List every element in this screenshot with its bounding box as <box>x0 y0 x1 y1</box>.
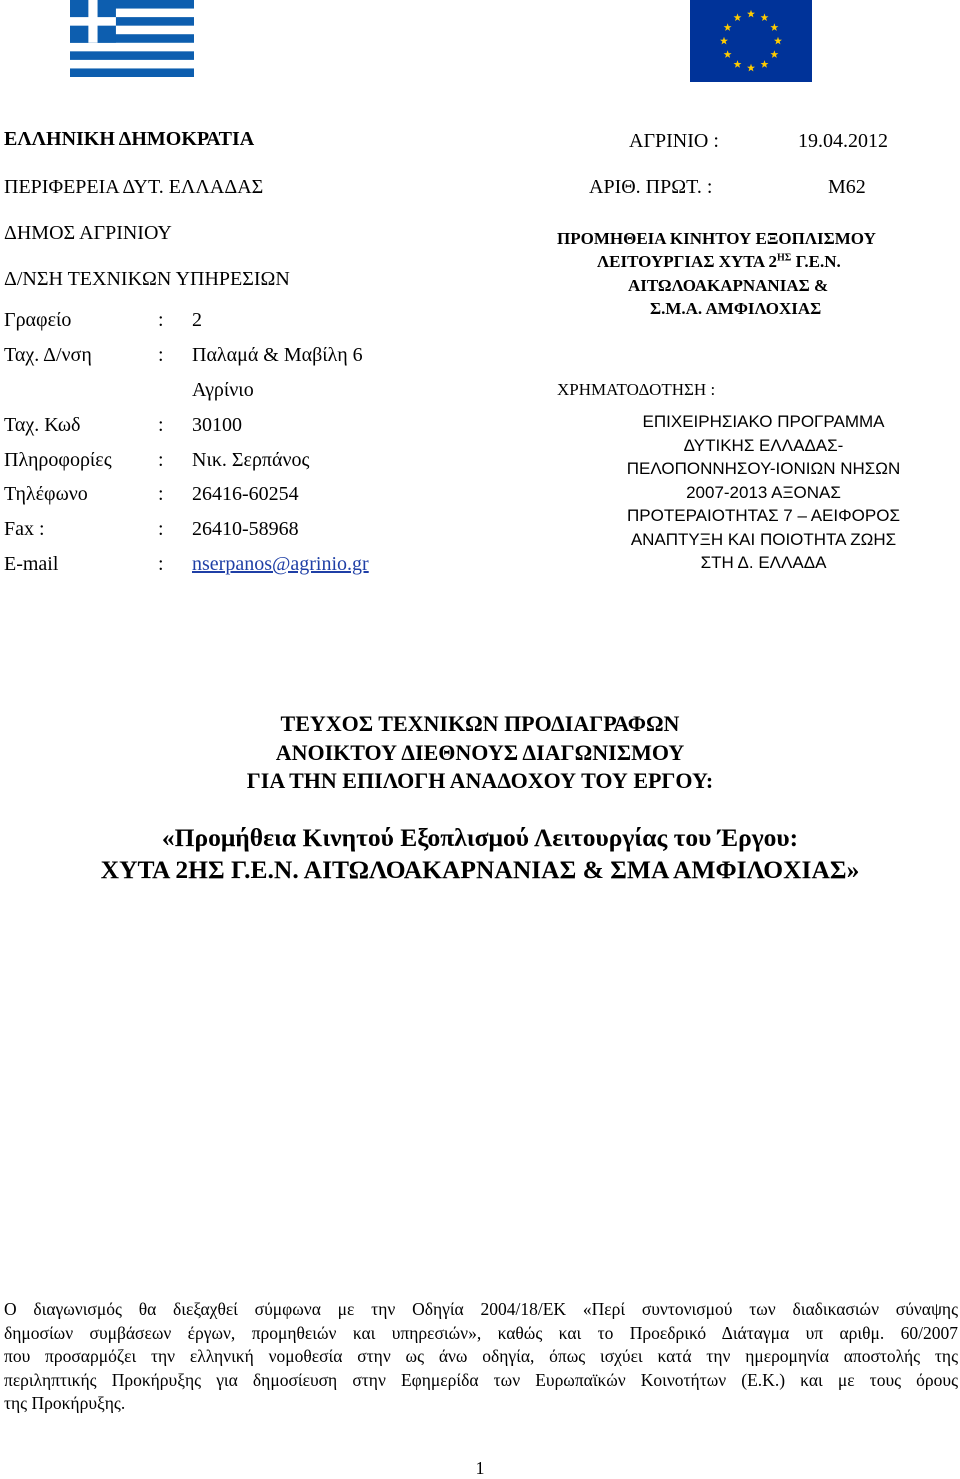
greek-flag-icon <box>70 0 194 77</box>
programme-block <box>566 410 960 575</box>
contact-colon: : <box>158 449 164 471</box>
paragraph-line: Ο διαγωνισμός θα διεξαχθεί σύμφωνα με την Οδηγία 2004/18/ΕΚ «Περί συντονισμού των διαδικασιών σύναψης <box>4 1299 958 1319</box>
programme-line: ΣΤΗ Δ. ΕΛΛΑΔΑ <box>700 553 827 572</box>
programme-line: ΔΥΤΙΚΗΣ ΕΛΛΑΔΑΣ- <box>683 435 844 455</box>
contact-value: 26416-60254 <box>192 483 299 505</box>
contact-value: 2 <box>192 309 202 331</box>
place-label: ΑΓΡΙΝΙΟ : <box>629 130 719 152</box>
project-line-2 <box>597 252 841 272</box>
contact-label: Τηλέφωνο <box>4 483 88 505</box>
contact-label: Fax : <box>4 518 45 540</box>
paragraph-line: περιληπτικής Προκήρυξης για δημοσίευση στην Εφημερίδα των Ευρωπαϊκών Κοινοτήτων (Ε.Κ.) και με τους όρους <box>4 1369 958 1390</box>
paragraph-line: δημοσίων συμβάσεων έργων, προμηθειών και υπηρεσιών», καθώς και το Προεδρικό Διάταγμα υπ αριθμ. 60/2007 <box>4 1322 958 1343</box>
protocol-number: Μ62 <box>828 176 866 198</box>
contact-label: Ταχ. Κωδ <box>4 414 81 436</box>
contact-colon: : <box>158 483 164 505</box>
contact-value: 30100 <box>192 414 242 436</box>
subject-line: «Προμήθεια Κινητού Εξοπλισμού Λειτουργίας του Έργου: <box>161 823 799 852</box>
region-name: ΠΕΡΙΦΕΡΕΙΑ ΔΥΤ. ΕΛΛΑΔΑΣ <box>4 176 264 198</box>
contact-colon: : <box>158 309 164 331</box>
title-line: ΤΕΥΧΟΣ ΤΕΧΝΙΚΩΝ ΠΡΟΔΙΑΓΡΑΦΩΝ <box>280 711 680 736</box>
project-line-1: ΠΡΟΜΗΘΕΙΑ ΚΙΝΗΤΟΥ ΕΞΟΠΛΙΣΜΟΥ <box>557 229 876 248</box>
contact-value: Παλαμά & Μαβίλη 6 <box>192 344 363 366</box>
contact-colon: : <box>158 414 164 436</box>
subject-line: ΧΥΤΑ 2ΗΣ Γ.Ε.Ν. ΑΙΤΩΛΟΑΚΑΡΝΑΝΙΑΣ & ΣΜΑ ΑΜΦΙΛΟΧΙΑΣ» <box>100 855 860 884</box>
directorate-name: Δ/ΝΣΗ ΤΕΧΝΙΚΩΝ ΥΠΗΡΕΣΙΩΝ <box>4 268 290 290</box>
programme-line: 2007-2013 ΑΞΟΝΑΣ <box>686 482 841 502</box>
country-name: ΕΛΛΗΝΙΚΗ ΔΗΜΟΚΡΑΤΙΑ <box>4 128 255 150</box>
legal-paragraph <box>4 1298 958 1416</box>
document-date: 19.04.2012 <box>798 130 888 152</box>
project-line-2-text: ΛΕΙΤΟΥΡΓΙΑΣ ΧΥΤΑ 2 <box>597 252 778 271</box>
project-line-2-superscript: ΗΣ <box>777 252 792 264</box>
contact-colon: : <box>158 553 164 575</box>
programme-line: ΕΠΙΧΕΙΡΗΣΙΑΚΟ ΠΡΟΓΡΑΜΜΑ <box>642 412 885 431</box>
municipality-name: ΔΗΜΟΣ ΑΓΡΙΝΙΟΥ <box>4 222 172 244</box>
contact-colon: : <box>158 344 164 366</box>
protocol-label: ΑΡΙΘ. ΠΡΩΤ. : <box>589 176 713 198</box>
contact-label: E-mail <box>4 553 59 575</box>
contact-label: Ταχ. Δ/νση <box>4 344 92 366</box>
title-line: ΓΙΑ ΤΗΝ ΕΠΙΛΟΓΗ ΑΝΑΔΟΧΟΥ ΤΟΥ ΕΡΓΟΥ: <box>246 768 714 793</box>
funding-label: ΧΡΗΜΑΤΟΔΟΤΗΣΗ : <box>557 380 716 399</box>
contact-value: Νικ. Σερπάνος <box>192 449 310 471</box>
project-line-3: ΑΙΤΩΛΟΑΚΑΡΝΑΝΙΑΣ & <box>628 276 829 295</box>
email-link[interactable]: nserpanos@agrinio.gr <box>192 553 369 575</box>
paragraph-line: που προσαρμόζει την ελληνική νομοθεσία στην ως άνω οδηγία, όπως ισχύει κατά την ημερομηνία αποστολής της <box>4 1346 958 1366</box>
programme-line: ΑΝΑΠΤΥΞΗ ΚΑΙ ΠΟΙΟΤΗΤΑ ΖΩΗΣ <box>630 529 897 549</box>
programme-line: ΠΡΟΤΕΡΑΙΟΤΗΤΑΣ 7 – ΑΕΙΦΟΡΟΣ <box>627 506 900 525</box>
programme-line: ΠΕΛΟΠΟΝΝΗΣΟΥ-ΙΟΝΙΩΝ ΝΗΣΩΝ <box>626 459 901 478</box>
contact-label: Γραφείο <box>4 309 72 331</box>
contact-value: Αγρίνιο <box>192 379 254 401</box>
page-number: 1 <box>475 1458 485 1478</box>
title-line: ΑΝΟΙΚΤΟΥ ΔΙΕΘΝΟΥΣ ΔΙΑΓΩΝΙΣΜΟΥ <box>275 739 685 765</box>
contact-label: Πληροφορίες <box>4 449 112 471</box>
project-line-2-suffix: Γ.Ε.Ν. <box>791 252 841 271</box>
project-line-4: Σ.Μ.Α. ΑΜΦΙΛΟΧΙΑΣ <box>650 299 822 318</box>
document-subject <box>0 822 960 886</box>
contact-value: 26410-58968 <box>192 518 299 540</box>
contact-colon: : <box>158 518 164 540</box>
paragraph-line: της Προκήρυξης. <box>4 1393 126 1413</box>
document-title <box>0 710 960 796</box>
eu-flag-icon <box>690 0 812 82</box>
